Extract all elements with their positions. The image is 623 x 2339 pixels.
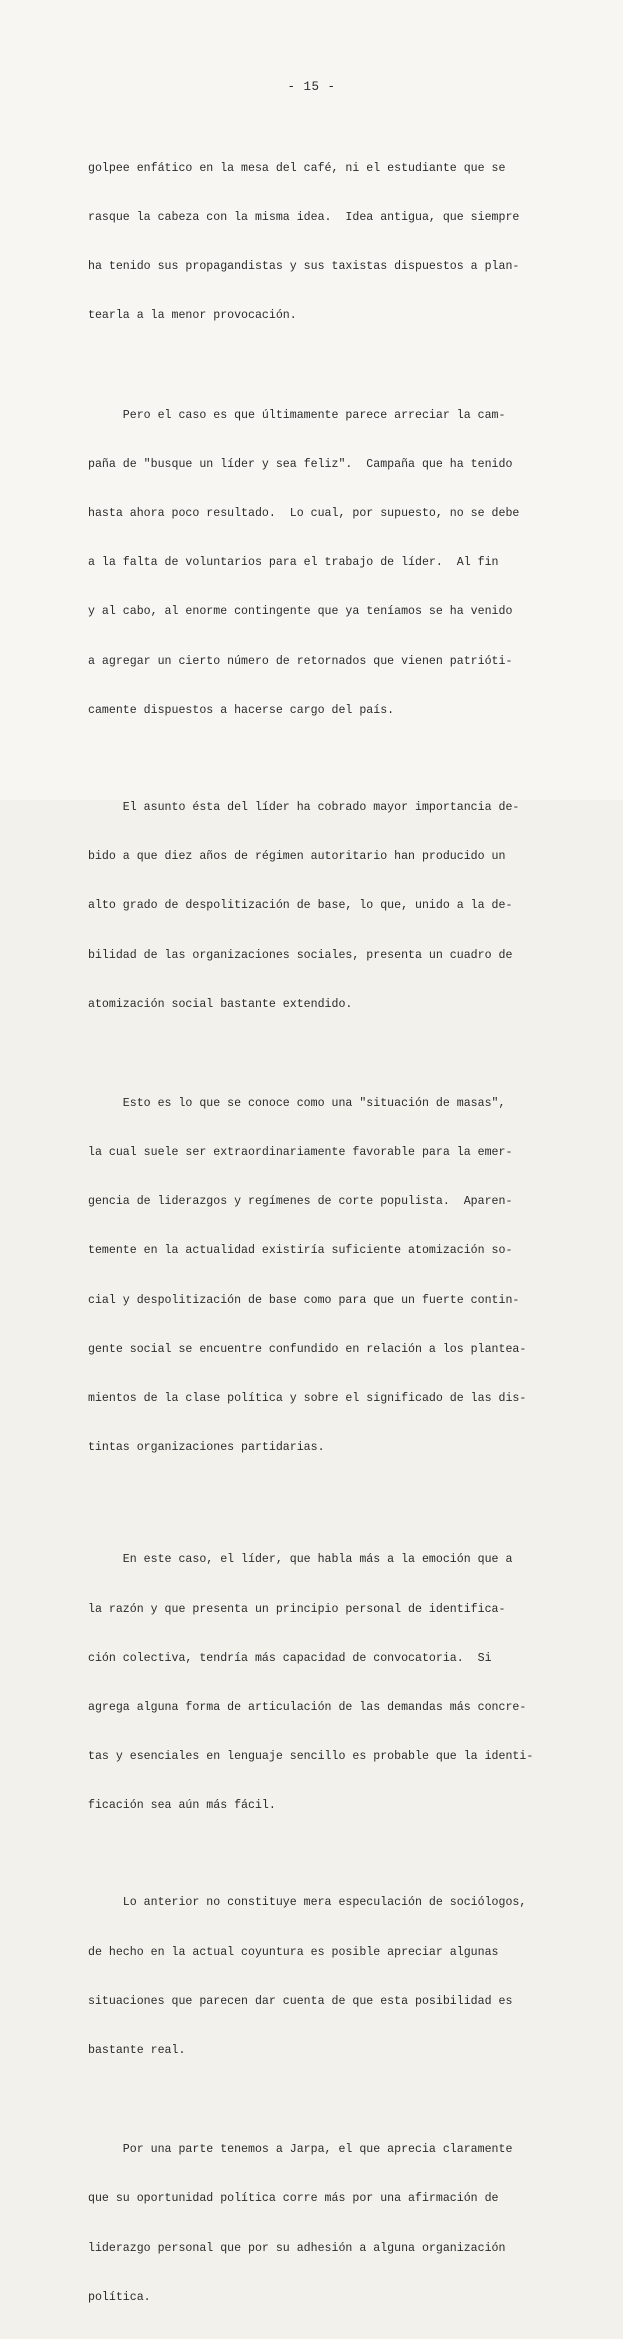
paragraph [88,1863,548,2093]
text-line: bilidad de las organizaciones sociales, presenta un cuadro de [88,948,513,962]
text-line: En este caso, el líder, que habla más a la emoción que a [88,1553,513,1567]
text-line: tas y esenciales en lenguaje sencillo es probable que la identi- [88,1750,534,1764]
text-line: golpee enfático en la mesa del café, ni el estudiante que se [88,161,506,175]
page-number: - 15 - [287,80,336,94]
paragraph [88,375,548,752]
text-line: gencia de liderazgos y regímenes de corte populista. Aparen- [88,1195,513,1209]
text-line: camente dispuestos a hacerse cargo del país. [88,703,395,717]
paragraph [88,128,548,358]
text-line: de hecho en la actual coyuntura es posible apreciar algunas [88,1945,499,1959]
text-line: situaciones que parecen dar cuenta de que esta posibilidad es [88,1994,513,2008]
text-line: gente social se encuentre confundido en relación a los plantea- [88,1342,527,1356]
text-line: Esto es lo que se conoce como una "situación de masas", [88,1096,506,1110]
text-line: bido a que diez años de régimen autoritario han producido un [88,850,506,864]
text-line: Por una parte tenemos a Jarpa, el que aprecia claramente [88,2143,513,2157]
text-line: mientos de la clase política y sobre el significado de las dis- [88,1392,527,1406]
text-line: El asunto ésta del líder ha cobrado mayor importancia de- [88,800,520,814]
text-line: cial y despolitización de base como para que un fuerte contin- [88,1293,520,1307]
text-line: Pero el caso es que últimamente parece arreciar la cam- [88,408,506,422]
text-line: bastante real. [88,2044,186,2058]
paragraph [88,1520,548,1848]
text-line: ción colectiva, tendría más capacidad de convocatoria. Si [88,1651,492,1665]
paragraph [88,2109,548,2339]
text-line: rasque la cabeza con la misma idea. Idea antigua, que siempre [88,211,520,225]
paragraph [88,1063,548,1490]
text-line: que su oportunidad política corre más por una afirmación de [88,2192,499,2206]
body-text [88,128,548,2339]
text-line: y al cabo, al enorme contingente que ya teníamos se ha venido [88,605,513,619]
text-line: alto grado de despolitización de base, lo que, unido a la de- [88,899,513,913]
text-line: tintas organizaciones partidarias. [88,1441,325,1455]
paragraph [88,767,548,1046]
text-line: agrega alguna forma de articulación de las demandas más concre- [88,1700,527,1714]
text-line: política. [88,2290,151,2304]
text-line: hasta ahora poco resultado. Lo cual, por supuesto, no se debe [88,506,520,520]
text-line: ha tenido sus propagandistas y sus taxistas dispuestos a plan- [88,260,520,274]
text-line: atomización social bastante extendido. [88,997,353,1011]
text-line: tearla a la menor provocación. [88,309,297,323]
text-line: a la falta de voluntarios para el trabajo de líder. Al fin [88,556,499,570]
text-line: a agregar un cierto número de retornados que vienen patrióti- [88,654,513,668]
text-line: la razón y que presenta un principio personal de identifica- [88,1602,506,1616]
text-line: la cual suele ser extraordinariamente favorable para la emer- [88,1145,513,1159]
text-line: temente en la actualidad existiría suficiente atomización so- [88,1244,513,1258]
text-line: liderazgo personal que por su adhesión a alguna organización [88,2241,506,2255]
text-line: paña de "busque un líder y sea feliz". Campaña que ha tenido [88,457,513,471]
text-line: ficación sea aún más fácil. [88,1799,276,1813]
text-line: Lo anterior no constituye mera especulación de sociólogos, [88,1896,527,1910]
